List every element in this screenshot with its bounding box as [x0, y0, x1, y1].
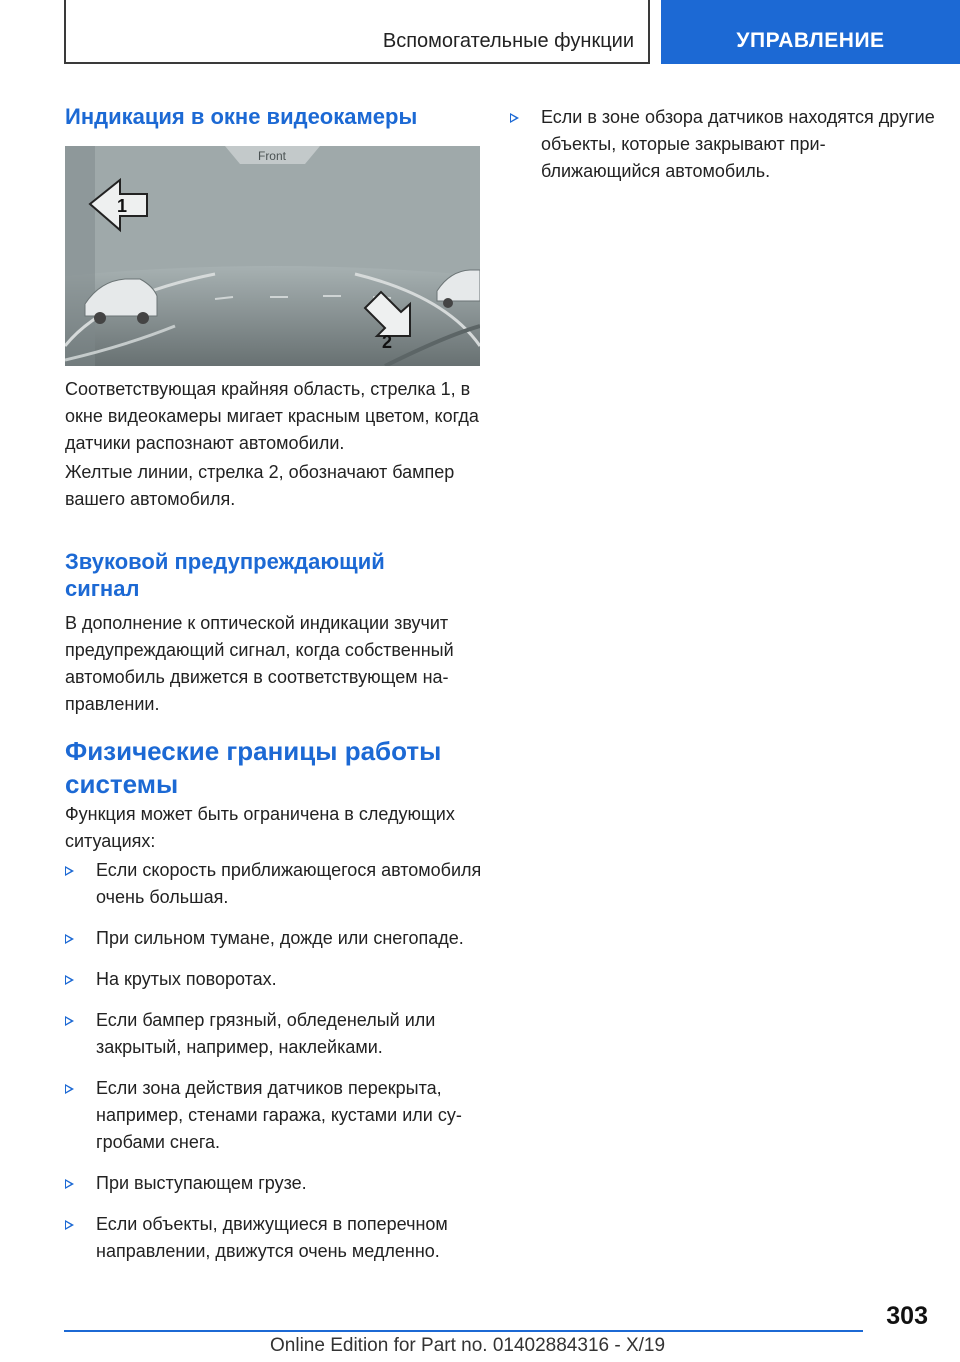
list-item — [65, 966, 483, 993]
sound-paragraph: В дополнение к оптической индикации звучит предупреждающий сигнал, когда собственный автомобиль движется в соответствующем на-правлении. — [65, 613, 454, 714]
list-item-text: Если зона действия датчиков перекрыта, например, стенами гаража, кустами или су-гробами снега. — [96, 1078, 462, 1152]
limits-intro: Функция может быть ограничена в следующих ситуациях: — [65, 804, 455, 851]
header-section-title: Вспомогательные функции — [382, 30, 634, 52]
camera-paragraph-1: Соответствующая крайняя область, стрелка 1, в окне видеокамеры мигает красным цветом, когда датчики распознают автомобили. — [65, 379, 479, 453]
bullet-triangle-icon — [65, 934, 74, 944]
bullet-triangle-icon — [510, 113, 519, 123]
bullet-triangle-icon — [65, 975, 74, 985]
limits-section-title: Физические границы работы системы — [65, 736, 442, 799]
list-item — [65, 1170, 483, 1197]
list-item-text: Если бампер грязный, обледенелый или закрытый, например, наклейками. — [96, 1010, 436, 1057]
sound-section-title: Звуковой предупреждающий сигнал — [65, 549, 385, 601]
list-item — [65, 1007, 483, 1061]
arrow-2-label: 2 — [381, 332, 393, 352]
bullet-triangle-icon — [65, 1084, 74, 1094]
camera-view-illustration — [65, 146, 480, 366]
list-item-text: Если скорость приближающегося автомобиля очень большая. — [96, 860, 482, 907]
list-item-text: Если объекты, движущиеся в поперечном направлении, движутся очень медленно. — [96, 1214, 448, 1261]
arrow-1-label: 1 — [116, 196, 128, 216]
page-number: 303 — [886, 1302, 928, 1330]
camera-paragraph-2: Желтые линии, стрелка 2, обозначают бампер вашего автомобиля. — [65, 462, 455, 509]
list-item-text: Если в зоне обзора датчиков находятся другие объекты, которые закрывают при-ближающийся автомобиль. — [541, 107, 935, 181]
list-item — [65, 857, 483, 911]
camera-section-title: Индикация в окне видеокамеры — [65, 104, 418, 129]
footer-divider — [64, 1330, 863, 1332]
list-item-text: При выступающем грузе. — [96, 1173, 307, 1193]
front-label: Front — [257, 149, 287, 163]
header-chapter-tab[interactable]: УПРАВЛЕНИЕ — [661, 0, 960, 64]
bullet-triangle-icon — [65, 1220, 74, 1230]
list-item-text: На крутых поворотах. — [96, 969, 277, 989]
bullet-triangle-icon — [65, 1016, 74, 1026]
list-item-text: При сильном тумане, дожде или снегопаде. — [96, 928, 464, 948]
list-item — [65, 925, 483, 952]
bullet-triangle-icon — [65, 1179, 74, 1189]
bullet-triangle-icon — [65, 866, 74, 876]
list-item — [65, 1075, 483, 1156]
list-item — [510, 104, 941, 185]
footer-edition: Online Edition for Part no. 01402884316 - X/19 — [270, 1335, 666, 1356]
limits-list — [65, 857, 483, 1265]
header-section-box — [64, 0, 650, 64]
list-item — [65, 1211, 483, 1265]
camera-view-figure — [65, 146, 480, 366]
